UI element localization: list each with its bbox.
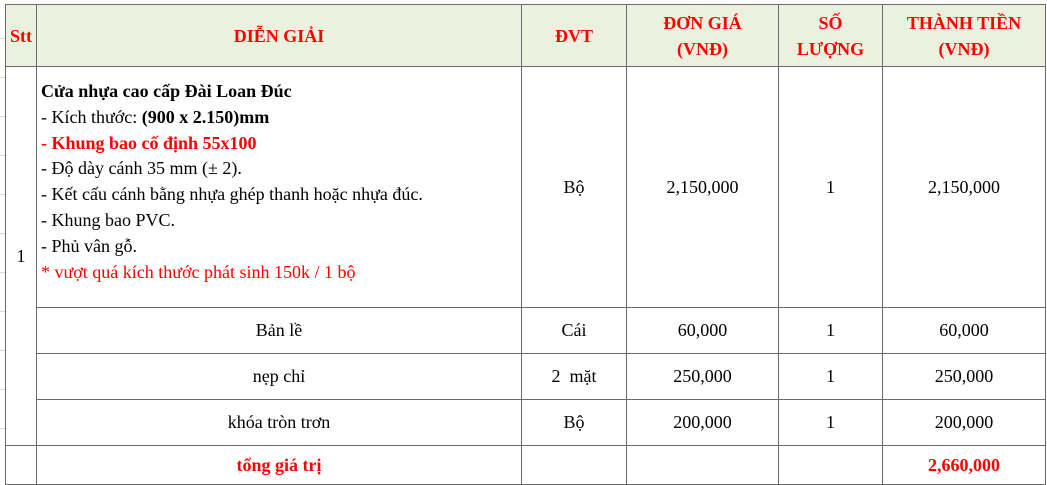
- header-amount-line1: THÀNH TIỀN: [906, 12, 1022, 33]
- cell-total-unit-price[interactable]: [627, 446, 779, 485]
- header-amount-line2: (VNĐ): [938, 38, 990, 59]
- cell-unit[interactable]: 2 mặt: [522, 354, 627, 400]
- cell-main-unit[interactable]: Bộ: [522, 67, 627, 308]
- item-thickness: - Độ dày cánh 35 mm (± 2).: [41, 158, 242, 179]
- cell-description[interactable]: khóa tròn trơn: [37, 400, 522, 446]
- cell-unit-price[interactable]: 250,000: [627, 354, 779, 400]
- header-unit-price-line1: ĐƠN GIÁ: [663, 12, 742, 33]
- total-amount[interactable]: 2,660,000: [883, 446, 1046, 485]
- item-note: * vượt quá kích thước phát sinh 150k / 1 bộ: [41, 261, 356, 282]
- table-row: [6, 354, 1046, 400]
- cell-quantity[interactable]: 1: [779, 308, 883, 354]
- item-wood-grain: - Phủ vân gỗ.: [41, 235, 137, 256]
- cell-main-description[interactable]: [37, 67, 522, 308]
- item-title: Cửa nhựa cao cấp Đài Loan Đúc: [41, 81, 292, 101]
- header-row: [6, 5, 1046, 67]
- item-structure: - Kết cấu cánh bằng nhựa ghép thanh hoặc nhựa đúc.: [41, 184, 423, 205]
- header-unit-price-line2: (VNĐ): [677, 38, 728, 59]
- header-unit-price[interactable]: [627, 5, 779, 67]
- item-size: [41, 105, 521, 131]
- cell-amount[interactable]: 200,000: [883, 400, 1046, 446]
- cell-unit[interactable]: Bộ: [522, 400, 627, 446]
- cell-description[interactable]: Bản lề: [37, 308, 522, 354]
- total-label[interactable]: tổng giá trị: [37, 446, 522, 485]
- cell-unit[interactable]: Cái: [522, 308, 627, 354]
- item-size-prefix: - Kích thước:: [41, 106, 142, 127]
- quotation-table: [5, 4, 1046, 485]
- total-row: [6, 446, 1046, 485]
- cell-total-unit[interactable]: [522, 446, 627, 485]
- cell-unit-price[interactable]: 200,000: [627, 400, 779, 446]
- header-description[interactable]: DIỄN GIẢI: [37, 5, 522, 67]
- item-frame-pvc: - Khung bao PVC.: [41, 209, 175, 230]
- cell-main-quantity[interactable]: 1: [779, 67, 883, 308]
- cell-main-unit-price[interactable]: 2,150,000: [627, 67, 779, 308]
- cell-amount[interactable]: 250,000: [883, 354, 1046, 400]
- cell-total-quantity[interactable]: [779, 446, 883, 485]
- cell-amount[interactable]: 60,000: [883, 308, 1046, 354]
- cell-quantity[interactable]: 1: [779, 400, 883, 446]
- cell-total-stt[interactable]: [6, 446, 37, 485]
- header-amount[interactable]: [883, 5, 1046, 67]
- header-unit[interactable]: ĐVT: [522, 5, 627, 67]
- header-stt[interactable]: Stt: [6, 5, 37, 67]
- item-size-value: (900 x 2.150)mm: [141, 106, 270, 127]
- cell-stt[interactable]: 1: [6, 67, 37, 446]
- table-row: [6, 400, 1046, 446]
- header-quantity[interactable]: [779, 5, 883, 67]
- cell-description[interactable]: nẹp chỉ: [37, 354, 522, 400]
- item-frame-fixed: - Khung bao cố định 55x100: [41, 132, 257, 153]
- cell-main-amount[interactable]: 2,150,000: [883, 67, 1046, 308]
- cell-quantity[interactable]: 1: [779, 354, 883, 400]
- header-quantity-line1: SỐ: [818, 12, 843, 33]
- cell-unit-price[interactable]: 60,000: [627, 308, 779, 354]
- table-row: [6, 308, 1046, 354]
- table-row-main-item: [6, 67, 1046, 308]
- header-quantity-line2: LƯỢNG: [796, 38, 865, 59]
